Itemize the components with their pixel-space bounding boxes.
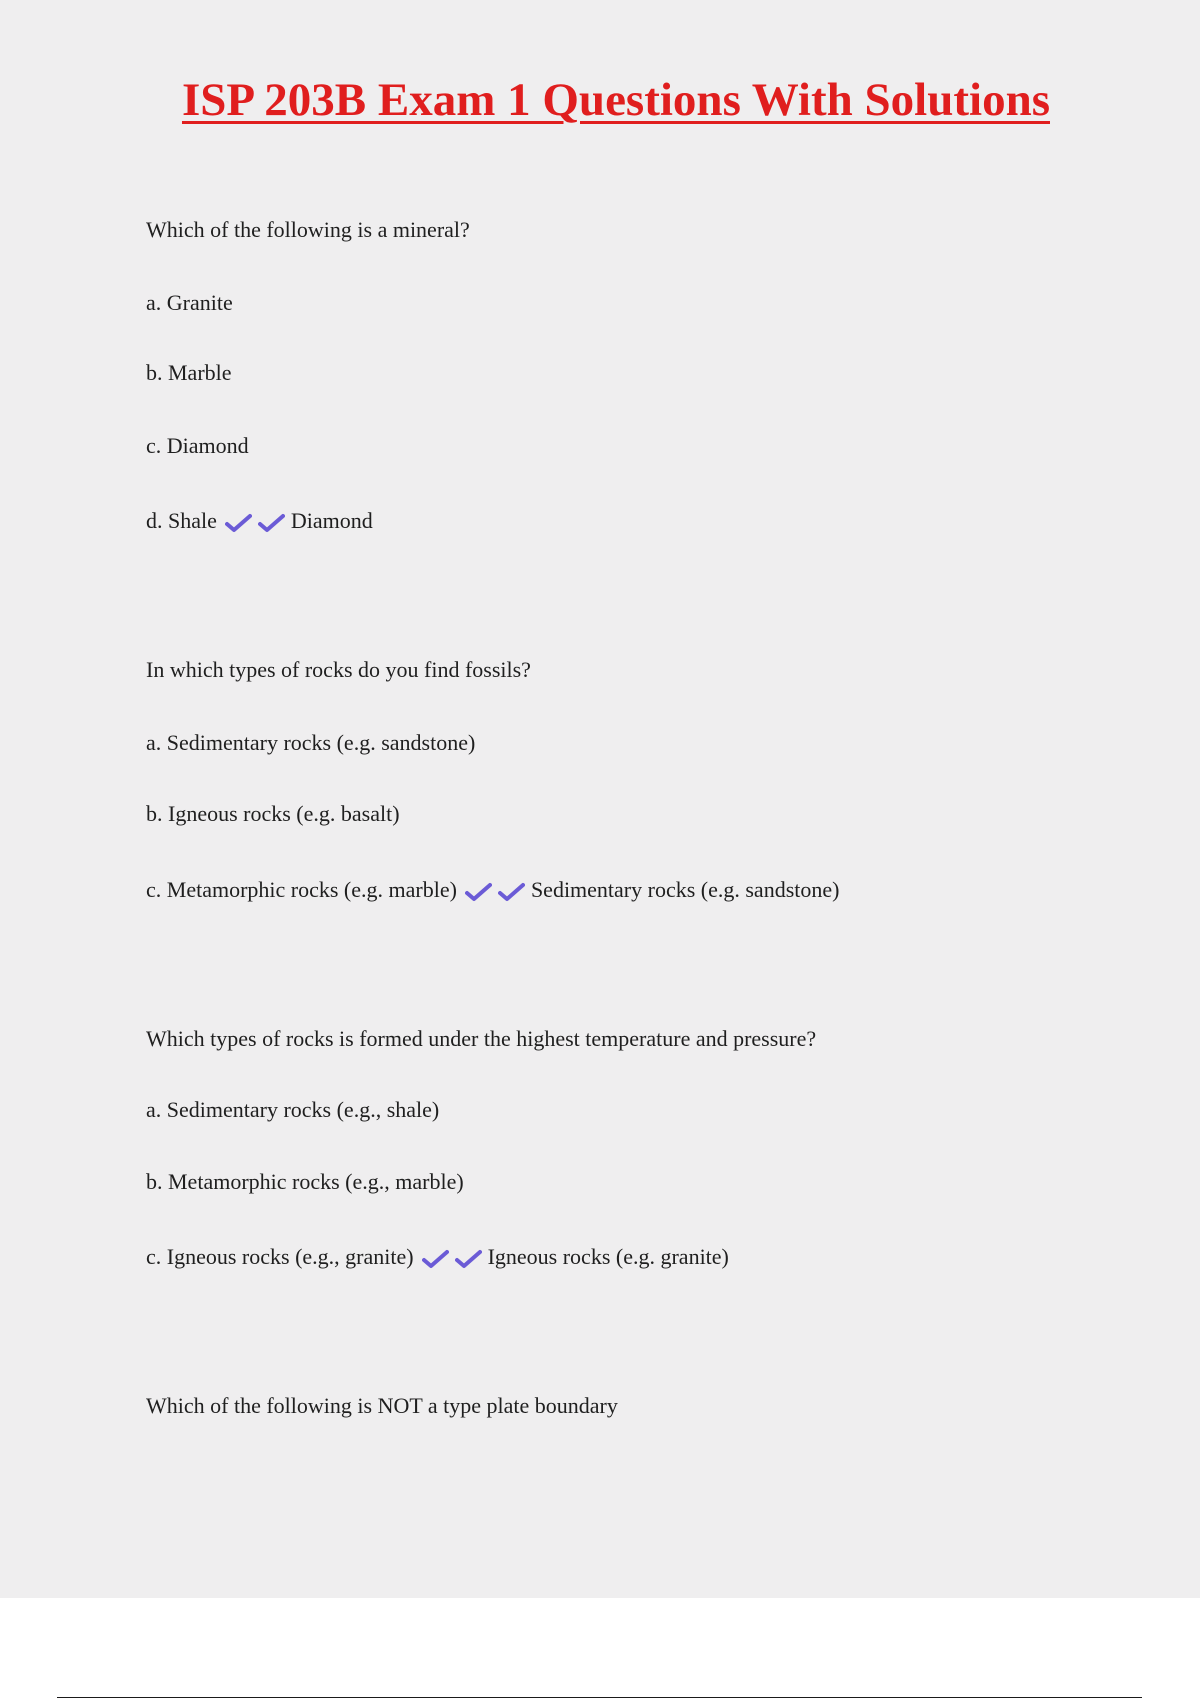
answer-option-with-solution (146, 1243, 729, 1273)
answer-option: d. Shale (146, 508, 217, 533)
question-prompt: Which of the following is NOT a type plate boundary (146, 1393, 618, 1418)
correct-answer: Sedimentary rocks (e.g. sandstone) (530, 877, 840, 902)
check-icon (455, 1249, 482, 1269)
answer-option-with-solution (146, 876, 839, 906)
answer-option: c. Igneous rocks (e.g., granite) (146, 1244, 414, 1269)
answer-option: c. Metamorphic rocks (e.g. marble) (146, 877, 457, 902)
question-prompt: Which types of rocks is formed under the highest temperature and pressure? (146, 1026, 817, 1051)
check-icon (498, 882, 525, 902)
answer-option: b. Marble (146, 360, 232, 385)
question-prompt: Which of the following is a mineral? (146, 217, 470, 242)
solution-marker (422, 1243, 482, 1271)
answer-option: a. Sedimentary rocks (e.g., shale) (146, 1097, 440, 1122)
page-footer-rule (57, 1697, 1142, 1698)
check-icon (225, 513, 252, 533)
correct-answer: Igneous rocks (e.g. granite) (487, 1244, 729, 1269)
correct-answer: Diamond (290, 508, 373, 533)
answer-option: c. Diamond (146, 433, 249, 458)
answer-option: a. Sedimentary rocks (e.g. sandstone) (146, 730, 476, 755)
check-icon (422, 1249, 449, 1269)
answer-option: b. Igneous rocks (e.g. basalt) (146, 801, 400, 826)
check-icon (258, 513, 285, 533)
answer-option: b. Metamorphic rocks (e.g., marble) (146, 1169, 464, 1194)
solution-marker (225, 507, 285, 535)
solution-marker (465, 876, 525, 904)
question-prompt: In which types of rocks do you find fossils? (146, 657, 531, 682)
answer-option: a. Granite (146, 290, 233, 315)
answer-option-with-solution (146, 507, 373, 537)
check-icon (465, 882, 492, 902)
document-title: ISP 203B Exam 1 Questions With Solutions (181, 74, 1050, 126)
